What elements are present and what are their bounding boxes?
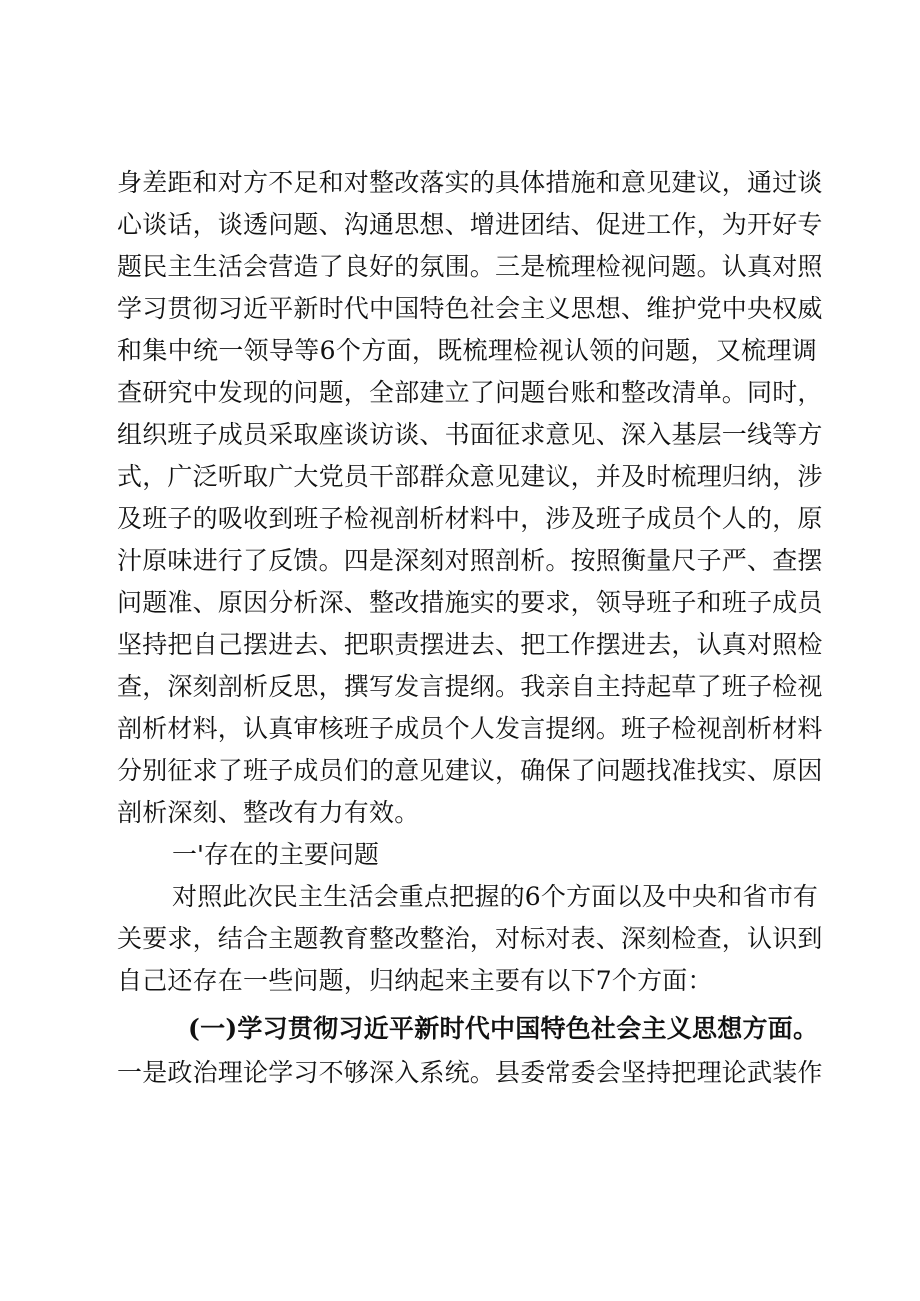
body-text-line: 及班子的吸收到班子检视剖析材料中，涉及班子成员个人的，原: [117, 504, 823, 533]
body-text-line: 对照此次民主生活会重点把握的6个方面以及中央和省市有: [172, 882, 819, 911]
body-text-line: 题民主生活会营造了良好的氛围。三是梳理检视问题。认真对照: [117, 252, 823, 281]
body-text-line: 分别征求了班子成员们的意见建议，确保了问题找准找实、原因: [117, 756, 823, 785]
body-text-line: 坚持把自己摆进去、把职责摆进去、把工作摆进去，认真对照检: [117, 630, 823, 659]
body-text-line: 组织班子成员采取座谈访谈、书面征求意见、深入基层一线等方: [117, 420, 823, 449]
body-text-line: 学习贯彻习近平新时代中国特色社会主义思想、维护党中央权威: [117, 294, 823, 323]
body-text-line: 自己还存在一些问题，归纳起来主要有以下7个方面：: [117, 966, 713, 995]
body-text-line: 式，广泛听取广大党员干部群众意见建议，并及时梳理归纳，涉: [117, 462, 823, 491]
body-text-line: 身差距和对方不足和对整改落实的具体措施和意见建议，通过谈: [117, 168, 823, 197]
body-text-line: 剖析材料，认真审核班子成员个人发言提纲。班子检视剖析材料: [117, 714, 823, 743]
body-text-line: 剖析深刻、整改有力有效。: [117, 798, 420, 827]
body-text-line: 查，深刻剖析反思，撰写发言提纲。我亲自主持起草了班子检视: [117, 672, 823, 701]
body-text-line: 一是政治理论学习不够深入系统。县委常委会坚持把理论武装作: [117, 1058, 823, 1087]
body-text-line: 查研究中发现的问题，全部建立了问题台账和整改清单。同时，: [117, 378, 823, 407]
subsection-heading: (一)学习贯彻习近平新时代中国特色社会主义思想方面。: [188, 1014, 818, 1043]
body-text-line: 问题准、原因分析深、整改措施实的要求，领导班子和班子成员: [117, 588, 823, 617]
section-heading: 一'存在的主要问题: [172, 840, 379, 869]
body-text-line: 关要求，结合主题教育整改整治，对标对表、深刻检查，认识到: [117, 924, 823, 953]
body-text-line: 和集中统一领导等6个方面，既梳理检视认领的问题，又梳理调: [117, 336, 817, 365]
body-text-line: 汁原味进行了反馈。四是深刻对照剖析。按照衡量尺子严、查摆: [117, 546, 823, 575]
body-text-line: 心谈话，谈透问题、沟通思想、增进团结、促进工作，为开好专: [117, 210, 823, 239]
